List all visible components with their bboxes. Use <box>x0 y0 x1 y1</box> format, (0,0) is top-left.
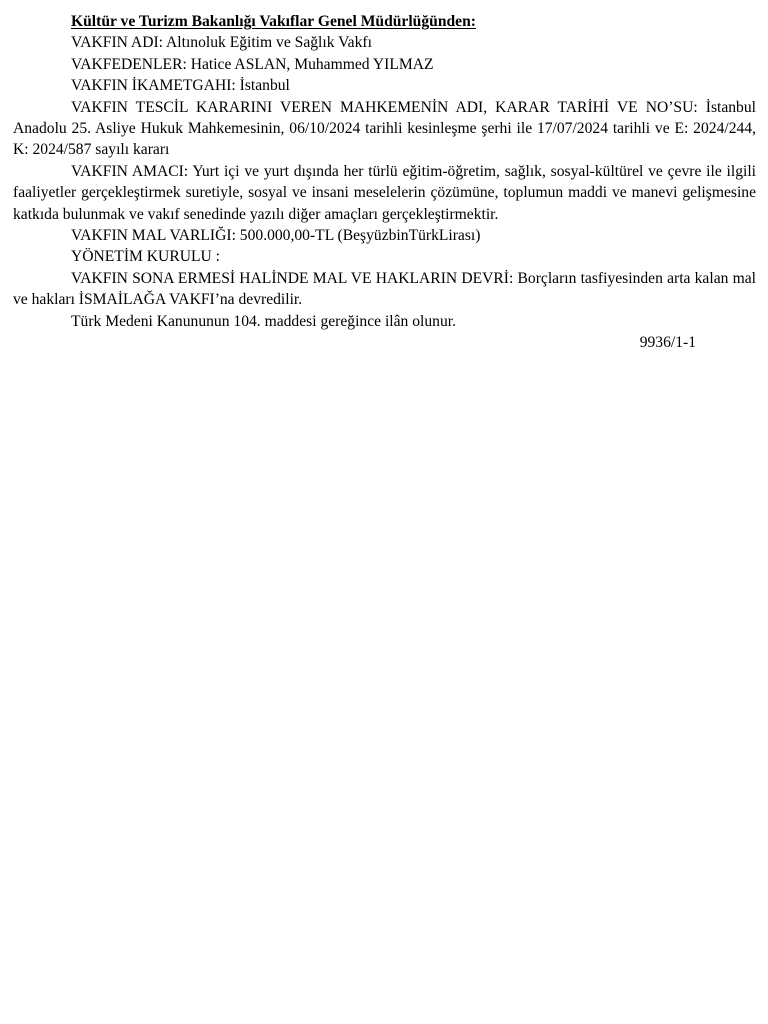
foundation-assets: VAKFIN MAL VARLIĞI: 500.000,00-TL (BeşyüzbinTürkLirası) <box>71 227 481 245</box>
notice-heading: Kültür ve Turizm Bakanlığı Vakıflar Genel Müdürlüğünden: <box>71 13 476 30</box>
foundation-name: VAKFIN ADI: Altınoluk Eğitim ve Sağlık Vakfı <box>71 34 372 52</box>
legal-basis: Türk Medeni Kanununun 104. maddesi gereğince ilân olunur. <box>71 312 456 330</box>
court-decision: VAKFIN TESCİL KARARINI VEREN MAHKEMENİN ADI, KARAR TARİHİ VE NO’SU: İstanbul Anadolu 25. Asliye Hukuk Mahkemesinin, 06/10/2024 tarihli kesinleşme şerhi ile 17/07/2024 tarihli ve E: 2024/244, K: 2024/587 sayılı kararı <box>13 98 756 159</box>
reference-number: 9936/1-1 <box>639 334 696 352</box>
foundation-residence: VAKFIN İKAMETGAHI: İstanbul <box>71 77 290 95</box>
board-of-directors: YÖNETİM KURULU : <box>71 248 220 266</box>
notice-document <box>13 11 756 354</box>
founders: VAKFEDENLER: Hatice ASLAN, Muhammed YILMAZ <box>71 55 434 73</box>
dissolution-transfer: VAKFIN SONA ERMESİ HALİNDE MAL VE HAKLARIN DEVRİ: Borçların tasfiyesinden arta kalan mal ve hakları İSMAİLAĞA VAKFI’na devredilir. <box>13 269 756 309</box>
foundation-purpose: VAKFIN AMACI: Yurt içi ve yurt dışında her türlü eğitim-öğretim, sağlık, sosyal-kültürel ve çevre ile ilgili faaliyetler gerçekleştirmek suretiyle, sosyal ve insani meselelerin çözümüne, toplumun maddi ve manevi gelişmesine katkıda bulunmak ve vakıf senedinde yazılı diğer amaçları gerçekleştirmektir. <box>13 162 756 223</box>
